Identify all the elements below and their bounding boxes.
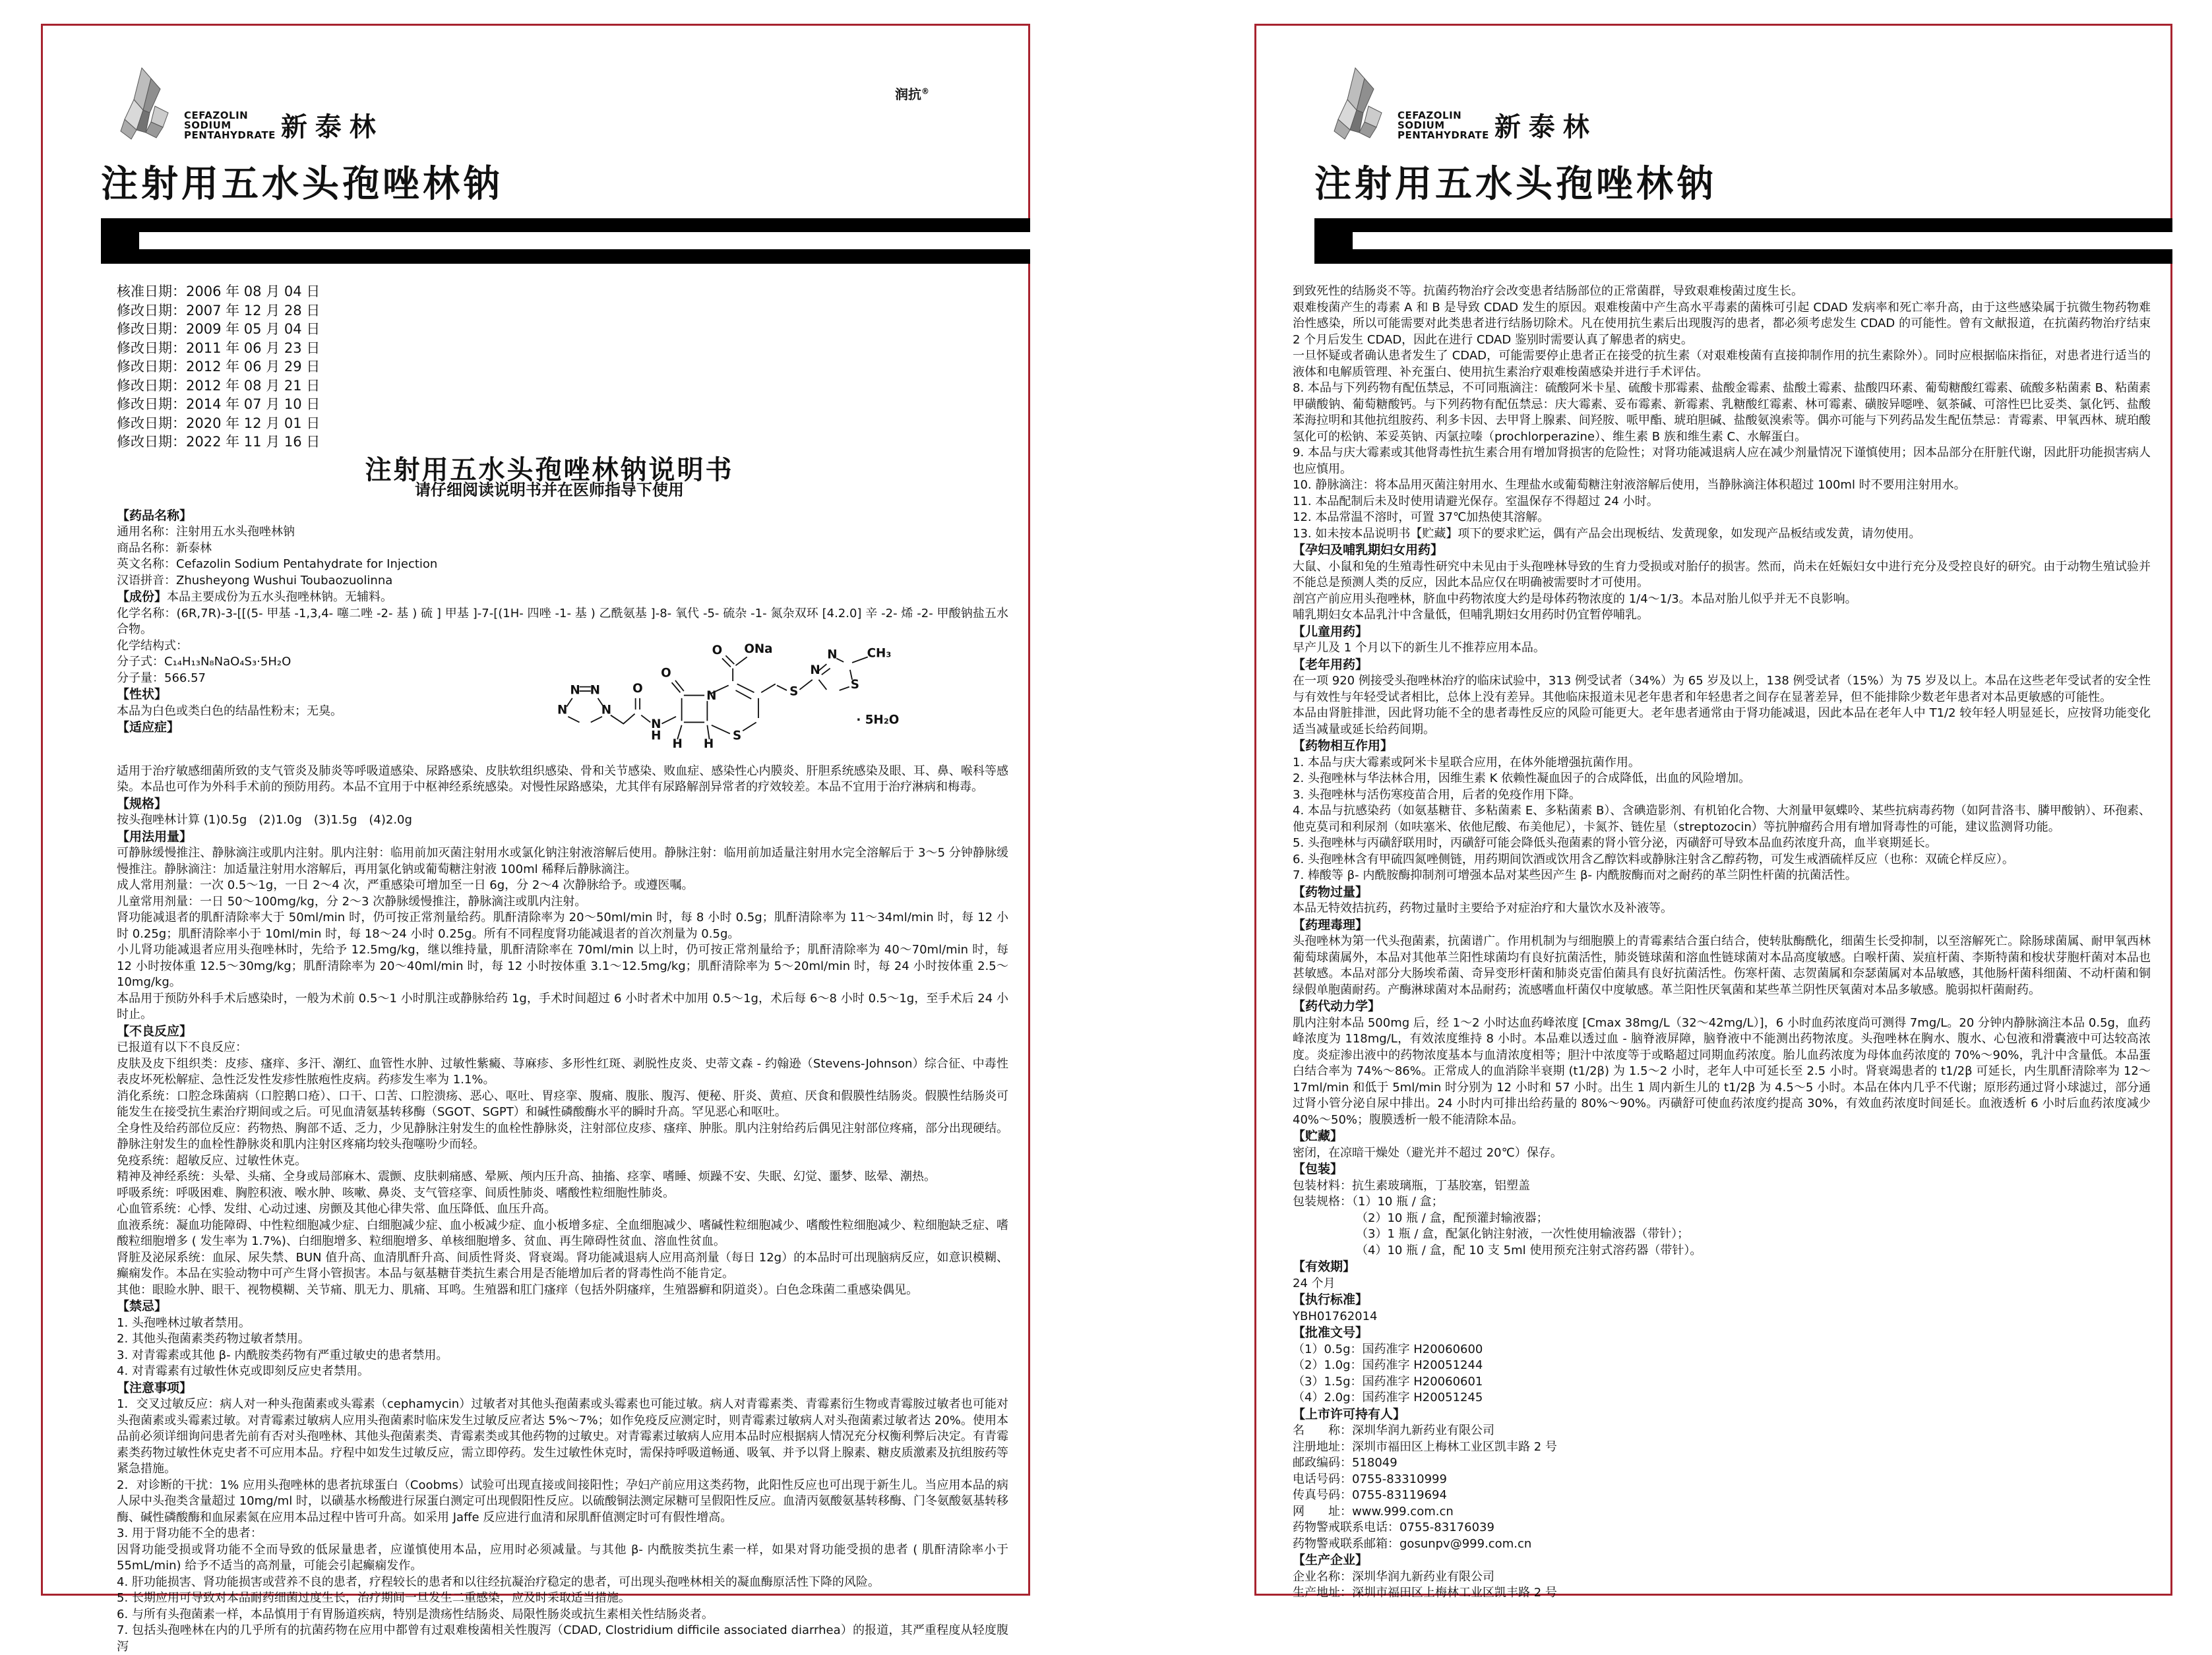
body-line: 血液系统：凝血功能障碍、中性粒细胞减少症、白细胞减少症、血小板减少症、血小板增多症、全血细胞减少、嗜碱性粒细胞减少、嗜酸性粒细胞减少、粒细胞缺乏症、嗜酸粒细胞增多 ( 发生率为 1.7%)、白细胞增多、粒细胞增多、单核细胞增多、贫血、再生障碍性贫血、溶血性贫血。 xyxy=(117,1218,1008,1250)
leaflet-page-1 xyxy=(41,24,1030,1596)
atom-label: ONa xyxy=(744,642,772,655)
date-line: 修改日期：2022 年 11 月 16 日 xyxy=(117,433,1008,452)
insert-subtitle: 请仔细阅读说明书并在医师指导下使用 xyxy=(117,482,982,498)
body-line: 通用名称：注射用五水头孢唑林钠 xyxy=(117,524,1008,541)
body-line: 10. 静脉滴注：将本品用灭菌注射用水、生理盐水或葡萄糖注射液溶解后使用，当静脉滴注体积超过 100ml 时不要用注射用水。 xyxy=(1293,477,2151,494)
body-line: 早产儿及 1 个月以下的新生儿不推荐应用本品。 xyxy=(1293,640,2151,657)
section-heading: 【贮藏】 xyxy=(1293,1128,2151,1145)
section-heading: 【药品名称】 xyxy=(117,508,1008,525)
body-line: 企业名称：深圳华润九新药业有限公司 xyxy=(1293,1569,2151,1586)
section-heading: 【用法用量】 xyxy=(117,829,1008,846)
body-line: （1）0.5g：国药准字 H20060600 xyxy=(1293,1342,2151,1358)
section-heading: 【包装】 xyxy=(1293,1161,2151,1178)
body-line: 3. 头孢唑林与活伤寒疫苗合用，后者的免疫作用下降。 xyxy=(1293,787,2151,804)
section-heading: 【禁忌】 xyxy=(117,1298,1008,1315)
body-line: 艰难梭菌产生的毒素 A 和 B 是导致 CDAD 发生的原因。艰难梭菌中产生高水平毒素的菌株可引起 CDAD 发病率和死亡率升高，由于这些感染属于抗微生物药物难治性感染，所以可能需要对此类患者进行结肠切除术。凡在使用抗生素后出现腹泻的患者，都必须考虑发生 CDAD 的可能性。曾有文献报道，在抗菌药物治疗结束 2 个月后发生 CDAD，因此在进行 CDAD 鉴别时需要认真了解患者的病史。 xyxy=(1293,300,2151,349)
atom-label: CH₃ xyxy=(867,646,892,660)
brand-cn-name: 新泰林 xyxy=(281,114,384,140)
body-line: 适用于治疗敏感细菌所致的支气管炎及肺炎等呼吸道感染、尿路感染、皮肤软组织感染、骨和关节感染、败血症、感染性心内膜炎、肝胆系统感染及眼、耳、鼻、喉科等感染。本品也可作为外科手术前的预防用药。本品不宜用于中枢神经系统感染。对慢性尿路感染，尤其伴有尿路解剖异常者的疗效较差。本品不宜用于治疗淋病和梅毒。 xyxy=(117,764,1008,796)
body-line: 包装材料：抗生素玻璃瓶，丁基胶塞，铝塑盖 xyxy=(1293,1178,2151,1195)
section-block xyxy=(117,638,527,737)
brand-cn-name: 新泰林 xyxy=(1494,114,1597,140)
atom-label: N xyxy=(557,703,567,717)
body-line: 注册地址：深圳市福田区上梅林工业区凯丰路 2 号 xyxy=(1293,1439,2151,1456)
chemical-structure xyxy=(527,636,1008,764)
body-line: 分子式：C₁₄H₁₃N₈NaO₄S₃·5H₂O xyxy=(117,654,527,671)
body-line: 分子量：566.57 xyxy=(117,671,527,687)
date-line: 修改日期：2012 年 08 月 21 日 xyxy=(117,376,1008,396)
body-line: 可静脉缓慢推注、静脉滴注或肌内注射。肌内注射：临用前加灭菌注射用水或氯化钠注射液溶解后使用。静脉注射：临用前加适量注射用水完全溶解后于 3～5 分钟静脉缓慢推注。静脉滴注：加适量注射用水溶解后，再用氯化钠或葡萄糖注射液 100ml 稀释后静脉滴注。 xyxy=(117,845,1008,878)
body-line: 本品为白色或类白色的结晶性粉末；无臭。 xyxy=(117,704,527,720)
body-line: 剖宫产前应用头孢唑林，脐血中药物浓度大约是母体药物浓度的 1/4～1/3。本品对胎儿似乎并无不良影响。 xyxy=(1293,591,2151,608)
body-line: 本品用于预防外科手术后感染时，一般为术前 0.5～1 小时肌注或静脉给药 1g，手术时间超过 6 小时者术中加用 0.5～1g，术后每 6～8 小时 0.5～1g，至手术后 24 小时止。 xyxy=(117,991,1008,1023)
body-line: （2）1.0g：国药准字 H20051244 xyxy=(1293,1358,2151,1374)
header-bars xyxy=(1314,218,2172,264)
atom-label: O xyxy=(712,644,723,657)
section-heading: 【有效期】 xyxy=(1293,1259,2151,1276)
body-line: 其他：眼睑水肿、眼干、视物模糊、关节痛、肌无力、肌痛、耳鸣。生殖器和肛门瘙痒（包括外阴瘙痒，生殖器癣和阴道炎）。白色念珠菌二重感染偶见。 xyxy=(117,1282,1008,1299)
body-line: 7. 棒酸等 β- 内酰胺酶抑制剂可增强本品对某些因产生 β- 内酰胺酶而对之耐药的革兰阴性杆菌的抗菌活性。 xyxy=(1293,868,2151,884)
atom-label: H xyxy=(651,729,661,742)
section-heading: 【性状】 xyxy=(117,686,527,704)
body-line: 肌内注射本品 500mg 后，经 1～2 小时达血药峰浓度 [Cmax 38mg/L（32～42mg/L）]，6 小时血药浓度尚可测得 7mg/L。20 分钟内静脉滴注本品 0.5g，血药峰浓度为 118mg/L，有效浓度维持 8 小时。本品难以透过血 - 脑脊液屏障，脑脊液中不能测出药物浓度。头孢唑林在胸水、腹水、心包液和滑囊液中可达较高浓度。炎症渗出液中的药物浓度基本与血清浓度相等；胆汁中浓度等于或略超过同期血药浓度。胎儿血药浓度为母体血药浓度的 70%～90%，乳汁中含量低。本品蛋白结合率为 74%～86%。正常成人的血消除半衰期 (t1/2β) 为 1.5～2 小时，老年人中可延长至 2.5 小时。肾衰竭患者的 t1/2β 可延长，内生肌酐清除率为 12～17ml/min 和低于 5ml/min 时分别为 12 小时和 57 小时。出生 1 周内新生儿的 t1/2β 为 4.5～5 小时。本品在体内几乎不代谢；原形药通过肾小球滤过，部分通过肾小管分泌自尿中排出。24 小时内可排出给药量的 80%～90%。丙磺舒可使血药浓度约提高 30%，有效血药浓度时间延长。血液透析 6 小时后血药浓度减少 40%～50%；腹膜透析一般不能清除本品。 xyxy=(1293,1015,2151,1129)
body-line: 全身性及给药部位反应：药物热、胸部不适、乏力，少见静脉注射发生的血栓性静脉炎，注射部位皮疹、瘙痒、肿胀。肌内注射给药后偶见注射部位疼痛，部分出现硬结。静脉注射发生的血栓性静脉炎和肌内注射区疼痛均较头孢噻吩少而轻。 xyxy=(117,1121,1008,1153)
body-line: 已报道有以下不良反应： xyxy=(117,1040,1008,1056)
date-line: 修改日期：2012 年 06 月 29 日 xyxy=(117,357,1008,376)
body-line: 密闭，在凉暗干燥处（避光并不超过 20℃）保存。 xyxy=(1293,1145,2151,1162)
section-heading: 【执行标准】 xyxy=(1293,1292,2151,1309)
body-line: 本品无特效拮抗药，药物过量时主要给予对症治疗和大量饮水及补液等。 xyxy=(1293,901,2151,917)
body-line: 2. 头孢唑林与华法林合用，因维生素 K 依赖性凝血因子的合成降低，出血的风险增加。 xyxy=(1293,771,2151,787)
body-line: 英文名称：Cefazolin Sodium Pentahydrate for Injection xyxy=(117,557,1008,573)
body-line: 包装规格：（1）10 瓶 / 盒； xyxy=(1293,1194,2151,1211)
brand-en-name xyxy=(1398,111,1489,140)
crystal-logo-icon xyxy=(117,67,177,140)
structure-row xyxy=(117,638,1008,764)
body-line: 网 址：www.999.com.cn xyxy=(1293,1504,2151,1520)
atom-label: H xyxy=(672,737,682,751)
atom-label: N xyxy=(570,683,580,697)
body-line: 在一项 920 例接受头孢唑林治疗的临床试验中，313 例受试者（34%）为 65 岁及以上，138 例受试者（15%）为 75 岁及以上。本品在这些老年受试者的安全性与有效性与年轻受试者相比，总体上没有差异。其他临床报道未见老年患者和年轻患者之间存在显著差异，但不能排除少数老年患者对本品更敏感的可能性。 xyxy=(1293,673,2151,706)
date-line: 修改日期：2009 年 05 月 04 日 xyxy=(117,320,1008,339)
atom-label: S xyxy=(733,729,741,742)
header-bar-bottom xyxy=(101,249,1030,264)
page-header xyxy=(1256,26,2170,264)
section-heading: 【上市许可持有人】 xyxy=(1293,1406,2151,1424)
body-line: 名 称：深圳华润九新药业有限公司 xyxy=(1293,1423,2151,1439)
section-block xyxy=(117,764,1008,1655)
body-line: 24 个月 xyxy=(1293,1276,2151,1292)
body-line: 商品名称：新泰林 xyxy=(117,541,1008,557)
date-line: 核准日期：2006 年 08 月 04 日 xyxy=(117,282,1008,301)
section-heading: 【规格】 xyxy=(117,796,1008,813)
product-title: 注射用五水头孢唑林钠 xyxy=(1314,155,2170,208)
atom-label: O xyxy=(632,682,643,696)
header-bar-middle xyxy=(1314,232,2172,249)
body-line: 大鼠、小鼠和兔的生殖毒性研究中未见由于头孢唑林导致的生育力受损或对胎仔的损害。然而，尚未在妊娠妇女中进行充分及受控良好的研究。由于动物生殖试验并不能总是预测人类的反应，因此本品应仅在明确被需要时才可使用。 xyxy=(1293,559,2151,591)
body-line: 2. 其他头孢菌素类药物过敏者禁用。 xyxy=(117,1331,1008,1348)
body-line: 邮政编码：518049 xyxy=(1293,1455,2151,1472)
body-line: 6. 与所有头孢菌素一样，本品慎用于有胃肠道疾病，特别是溃疡性结肠炎、局限性肠炎或抗生素相关性结肠炎者。 xyxy=(117,1607,1008,1623)
body-line: 本品由肾脏排泄，因此肾功能不全的患者毒性反应的风险可能更大。老年患者通常由于肾功能减退，因此本品在老年人中 T1/2 较年轻人明显延长，应按肾功能变化适当减量或延长给药间期。 xyxy=(1293,706,2151,738)
body-line: 肾脏及泌尿系统：血尿、尿失禁、BUN 值升高、血清肌酐升高、间质性肾炎、肾衰竭。肾功能减退病人应用高剂量（每日 12g）的本品时可出现脑病反应，如意识模糊、癫痫发作。本品在实验动物中可产生肾小管损害。本品与氨基糖苷类抗生素合用是否能增加后者的肾毒性尚不能肯定。 xyxy=(117,1250,1008,1282)
section-heading: 【不良反应】 xyxy=(117,1023,1008,1040)
insert-title: 注射用五水头孢唑林钠说明书 xyxy=(117,462,982,479)
section-heading: 【生产企业】 xyxy=(1293,1552,2151,1569)
brand-en-line: SODIUM xyxy=(184,121,276,131)
body-line: 儿童常用剂量：一日 50～100mg/kg，分 2～3 次静脉缓慢推注，静脉滴注或肌内注射。 xyxy=(117,894,1008,911)
brand-en-name xyxy=(184,111,276,140)
header-bar-bottom xyxy=(1314,249,2172,264)
body-line: 3. 用于肾功能不全的患者： xyxy=(117,1526,1008,1542)
body-line: 12. 本品常温不溶时，可置 37℃加热使其溶解。 xyxy=(1293,510,2151,526)
trademark-label: 润抗® xyxy=(895,84,929,103)
atom-label: S xyxy=(789,684,798,698)
body-line: 皮肤及皮下组织类：皮疹、瘙痒、多汗、潮红、血管性水肿、过敏性紫癜、荨麻疹、多形性红斑、剥脱性皮炎、史蒂文森 - 约翰逊（Stevens-Johnson）综合征、中毒性表皮坏死松解症、急性泛发性发疹性脓疱性皮病。药疹发生率为 1.1%。 xyxy=(117,1056,1008,1089)
body-line: （4）2.0g：国药准字 H20051245 xyxy=(1293,1390,2151,1406)
body-line: 电话号码：0755-83310999 xyxy=(1293,1472,2151,1488)
section-heading: 【药物过量】 xyxy=(1293,884,2151,901)
body-line: 5. 头孢唑林与丙磺舒联用时，丙磺舒可能会降低头孢菌素的肾小管分泌，丙磺舒可导致本品血药浓度升高，血半衰期延长。 xyxy=(1293,835,2151,852)
body-line: （3）1.5g：国药准字 H20060601 xyxy=(1293,1374,2151,1391)
page-header xyxy=(43,26,1028,264)
body-line: 【成份】本品主要成份为五水头孢唑林钠。无辅料。 xyxy=(117,589,1008,606)
body-line: 药物警戒联系邮箱：gosunpv@999.com.cn xyxy=(1293,1536,2151,1553)
body-line: 小儿肾功能减退者应用头孢唑林时，先给予 12.5mg/kg，继以维持量，肌酐清除率在 70ml/min 以上时，仍可按正常剂量给予；肌酐清除率为 40～70ml/min 时，每 12 小时按体重 12.5～30mg/kg；肌酐清除率为 20～40ml/min 时，每 12 小时按体重 3.1～12.5mg/kg；肌酐清除率为 5～20ml/min 时，每 24 小时按体重 2.5～10mg/kg。 xyxy=(117,942,1008,991)
body-line: （4）10 瓶 / 盒，配 10 支 5ml 使用预充注射式溶药器（带针）。 xyxy=(1293,1243,2151,1259)
atom-label: · 5H₂O xyxy=(856,713,899,727)
atom-label: N xyxy=(651,717,661,731)
body-line: 化学名称：(6R,7R)-3-[[(5- 甲基 -1,3,4- 噻二唑 -2- 基 ) 硫 ] 甲基 ]-7-[(1H- 四唑 -1- 基 ) 乙酰氨基 ]-8- 氧代 -5- 硫杂 -1- 氮杂双环 [4.2.0] 辛 -2- 烯 -2- 甲酸钠盐五水合物。 xyxy=(117,606,1008,638)
body-line: 呼吸系统：呼吸困难、胸腔积液、喉水肿、咳嗽、鼻炎、支气管痉挛、间质性肺炎、嗜酸性粒细胞性肺炎。 xyxy=(117,1186,1008,1202)
body-line: 1. 头孢唑林过敏者禁用。 xyxy=(117,1315,1008,1332)
body-line: 3. 对青霉素或其他 β- 内酰胺类药物有严重过敏史的患者禁用。 xyxy=(117,1348,1008,1364)
body-line: 9. 本品与庆大霉素或其他肾毒性抗生素合用有增加肾损害的危险性；对肾功能减退病人应在减少剂量情况下谨慎使用；因本品部分在肝脏代谢，因此肝功能损害病人也应慎用。 xyxy=(1293,445,2151,477)
header-bar-top xyxy=(101,218,1030,232)
section-heading: 【孕妇及哺乳期妇女用药】 xyxy=(1293,542,2151,559)
brand-en-line: PENTAHYDRATE xyxy=(184,131,276,140)
body-line: 因肾功能受损或肾功能不全而导致的低尿量患者，应谨慎使用本品，应用时必须减量。与其他 β- 内酰胺类抗生素一样，如果对肾功能受损的患者 ( 肌酐清除率小于 55mL/min) 给予不适当的高剂量，可能会引起癫痫发作。 xyxy=(117,1542,1008,1575)
body-line: 生产地址：深圳市福田区上梅林工业区凯丰路 2 号 xyxy=(1293,1585,2151,1602)
section-heading: 【药物相互作用】 xyxy=(1293,738,2151,755)
body-line: 6. 头孢唑林含有甲硫四氮唑侧链，用药期间饮酒或饮用含乙醇饮料或静脉注射含乙醇药物，可发生戒酒硫样反应（也称：双硫仑样反应）。 xyxy=(1293,852,2151,868)
body-line: 精神及神经系统：头晕、头痛、全身或局部麻木、震颤、皮肤刺痛感、晕厥、颅内压升高、抽搐、痉挛、嗜睡、烦躁不安、失眠、幻觉、噩梦、眩晕、潮热。 xyxy=(117,1169,1008,1186)
brand-en-line: PENTAHYDRATE xyxy=(1398,131,1489,140)
body-line: 化学结构式： xyxy=(117,638,527,655)
body-line: 11. 本品配制后未及时使用请避光保存。室温保存不得超过 24 小时。 xyxy=(1293,494,2151,510)
body-line: 免疫系统：超敏反应、过敏性休克。 xyxy=(117,1153,1008,1170)
body-line: 心血管系统：心悸、发绀、心动过速、房颤及其他心律失常、血压降低、血压升高。 xyxy=(117,1201,1008,1218)
body-line: 哺乳期妇女本品乳汁中含量低，但哺乳期妇女用药时仍宜暂停哺乳。 xyxy=(1293,607,2151,624)
body-line: 8. 本品与下列药物有配伍禁忌，不可同瓶滴注：硫酸阿米卡星、硫酸卡那霉素、盐酸金霉素、盐酸土霉素、盐酸四环素、葡萄糖酸红霉素、硫酸多粘菌素 B、粘菌素甲磺酸钠、葡萄糖酸钙。与下列药物有配伍禁忌：庆大霉素、妥布霉素、新霉素、乳糖酸红霉素、林可霉素、磺胺异噁唑、氨茶碱、可溶性巴比妥类、氯化钙、盐酸苯海拉明和其他抗组胺药、利多卡因、去甲肾上腺素、间羟胺、哌甲酯、琥珀胆碱、盐酸氨溴索等。偶亦可能与下列药品发生配伍禁忌：青霉素、甲氧西林、琥珀酸氢化可的松钠、苯妥英钠、丙氯拉嗪（prochlorperazine）、维生素 B 族和维生素 C、水解蛋白。 xyxy=(1293,380,2151,445)
brand-en-line: CEFAZOLIN xyxy=(184,111,276,121)
body-line: 4. 对青霉素有过敏性休克或即刻反应史者禁用。 xyxy=(117,1364,1008,1380)
crystal-logo-icon xyxy=(1330,67,1391,140)
header-bar-middle xyxy=(101,232,1030,249)
atom-label: S xyxy=(851,677,859,691)
body-line: 传真号码：0755-83119694 xyxy=(1293,1488,2151,1504)
body-line: YBH01762014 xyxy=(1293,1309,2151,1325)
brand-logo xyxy=(1314,67,2170,140)
body-line: 消化系统：口腔念珠菌病（口腔鹅口疮）、口干、口苦、口腔溃疡、恶心、呕吐、胃痉挛、腹痛、腹胀、腹泻、便秘、肝炎、黄疸、厌食和假膜性结肠炎。假膜性结肠炎可能发生在接受抗生素治疗期间或之后。可见血清氨基转移酶（SGOT、SGPT）和碱性磷酸酶水平的瞬时升高。罕见恶心和呕吐。 xyxy=(117,1089,1008,1121)
registered-mark: ® xyxy=(921,86,929,96)
brand-en-line: CEFAZOLIN xyxy=(1398,111,1489,121)
atom-label: N xyxy=(590,683,599,697)
atom-label: N xyxy=(601,703,611,717)
body-line: 4. 肝功能损害、肾功能损害或营养不良的患者，疗程较长的患者和以往经抗凝治疗稳定的患者，可出现头孢唑林相关的凝血酶原活性下降的风险。 xyxy=(117,1575,1008,1591)
chemical-structure-drawing xyxy=(547,636,916,764)
body-line: 1. 本品与庆大霉素或阿米卡星联合应用，在体外能增强抗菌作用。 xyxy=(1293,755,2151,771)
section-heading: 【批准文号】 xyxy=(1293,1325,2151,1342)
body-line: 4. 本品与抗感染药（如氨基糖苷、多粘菌素 E、多粘菌素 B）、含碘造影剂、有机铂化合物、大剂量甲氨蝶呤、某些抗病毒药物（如阿昔洛韦、膦甲酸钠）、环孢素、他克莫司和利尿剂（如呋塞米、依他尼酸、布美他尼），卡氮芥、链佐星（streptozocin）等抗肿瘤药合用有增加肾毒性的可能，建议监测肾功能。 xyxy=(1293,803,2151,835)
body-line: 头孢唑林为第一代头孢菌素，抗菌谱广。作用机制为与细胞膜上的青霉素结合蛋白结合，使转肽酶酰化，细菌生长受抑制，以至溶解死亡。除肠球菌属、耐甲氧西林葡萄球菌属外，本品对其他革兰阳性球菌均有良好抗菌活性，肺炎链球菌和溶血性链球菌对本品高度敏感。白喉杆菌、炭疽杆菌、李斯特菌和梭状芽胞杆菌对本品也甚敏感。本品对部分大肠埃希菌、奇异变形杆菌和肺炎克雷伯菌具有良好抗菌活性。伤寒杆菌、志贺菌属和奈瑟菌属对本品敏感，其他肠杆菌科细菌、不动杆菌和铜绿假单胞菌耐药。产酶淋球菌对本品耐药；流感嗜血杆菌仅中度敏感。革兰阳性厌氧菌和某些革兰阴性厌氧菌对本品多敏感。脆弱拟杆菌耐药。 xyxy=(1293,934,2151,998)
date-line: 修改日期：2014 年 07 月 10 日 xyxy=(117,395,1008,414)
body-line: 汉语拼音：Zhusheyong Wushui Toubaozuolinna xyxy=(117,573,1008,589)
atom-label: N xyxy=(827,647,837,661)
page-content xyxy=(43,264,1028,1655)
date-line: 修改日期：2011 年 06 月 23 日 xyxy=(117,339,1008,358)
section-heading: 【注意事项】 xyxy=(117,1380,1008,1397)
section-block xyxy=(117,508,1008,638)
brand-logo xyxy=(101,67,1028,140)
body-line: 肾功能减退者的肌酐清除率大于 50ml/min 时，仍可按正常剂量给药。肌酐清除率为 20～50ml/min 时，每 8 小时 0.5g；肌酐清除率为 11～34ml/min 时，每 12 小时 0.25g；肌酐清除率小于 10ml/min 时，每 18～24 小时 0.25g。所有不同程度肾功能减退者的首次剂量为 0.5g。 xyxy=(117,910,1008,942)
body-line: 到致死性的结肠炎不等。抗菌药物治疗会改变患者结肠部位的正常菌群，导致艰难梭菌过度生长。 xyxy=(1293,284,2151,300)
section-heading: 【药代动力学】 xyxy=(1293,998,2151,1015)
approval-dates xyxy=(117,282,1008,452)
date-line: 修改日期：2007 年 12 月 28 日 xyxy=(117,301,1008,320)
body-line: 按头孢唑林计算 (1)0.5g (2)1.0g (3)1.5g (4)2.0g xyxy=(117,812,1008,829)
section-heading: 【适应症】 xyxy=(117,719,527,737)
atom-label: N xyxy=(706,689,716,703)
body-line: （2）10 瓶 / 盒，配预灌封输液器； xyxy=(1293,1211,2151,1227)
body-line: 一旦怀疑或者确认患者发生了 CDAD，可能需要停止患者正在接受的抗生素（对艰难梭菌有直接抑制作用的抗生素除外）。同时应根据临床指征，对患者进行适当的液体和电解质管理、补充蛋白、使用抗生素治疗艰难梭菌感染并进行手术评估。 xyxy=(1293,348,2151,380)
atom-label: H xyxy=(704,737,714,751)
body-line: 5. 长期应用可导致对本品耐药细菌过度生长，治疗期间一旦发生二重感染，应及时采取适当措施。 xyxy=(117,1590,1008,1607)
section-heading: 【老年用药】 xyxy=(1293,657,2151,674)
body-line: 药物警戒联系电话：0755-83176039 xyxy=(1293,1520,2151,1536)
body-line: 13. 如未按本品说明书【贮藏】项下的要求贮运，偶有产品会出现板结、发黄现象，如发现产品板结或发黄，请勿使用。 xyxy=(1293,526,2151,543)
leaflet-page-2 xyxy=(1254,24,2172,1596)
body-line: 7. 包括头孢唑林在内的几乎所有的抗菌药物在应用中都曾有过艰难梭菌相关性腹泻（CDAD, Clostridium difficile associated diarrhea）的报道，其严重程度从轻度腹泻 xyxy=(117,1623,1008,1655)
body-line: 2．对诊断的干扰：1% 应用头孢唑林的患者抗球蛋白（Coobms）试验可出现直接或间接阳性；孕妇产前应用这类药物，此阳性反应也可出现于新生儿。当应用本品的病人尿中头孢类含量超过 10mg/ml 时，以磺基水杨酸进行尿蛋白测定可出现假阳性反应。以硫酸铜法测定尿糖可呈假阳性反应。血清丙氨酸氨基转移酶、门冬氨酸氨基转移酶、碱性磷酸酶和血尿素氮在应用本品过程中皆可升高。如采用 Jaffe 反应进行血清和尿肌酐值测定时可有假性增高。 xyxy=(117,1478,1008,1526)
header-bars xyxy=(101,218,1030,264)
product-title: 注射用五水头孢唑林钠 xyxy=(101,155,1028,208)
brand-en-line: SODIUM xyxy=(1398,121,1489,131)
atom-label: O xyxy=(661,666,671,680)
date-line: 修改日期：2020 年 12 月 01 日 xyxy=(117,414,1008,433)
page-content xyxy=(1256,264,2170,1602)
atom-label: N xyxy=(810,663,820,677)
body-line: 成人常用剂量：一次 0.5～1g，一日 2～4 次，严重感染可增加至一日 6g，分 2～4 次静脉给予。或遵医嘱。 xyxy=(117,878,1008,894)
body-line: 1．交叉过敏反应：病人对一种头孢菌素或头霉素（cephamycin）过敏者对其他头孢菌素或头霉素也可能过敏。病人对青霉素类、青霉素衍生物或青霉胺过敏者也可能对头孢菌素或头霉素过敏。对青霉素过敏病人应用头孢菌素时临床发生过敏反应者达 5%～7%；如作免疫反应测定时，则青霉素过敏病人对头孢菌素过敏者达 20%。使用本品前必须详细询问患者先前有否对头孢唑林、其他头孢菌素类、青霉素类或其他药物的过敏史。对青霉素过敏病人应用本品时应根据病人情况充分权衡利弊后决定。有青霉素类药物过敏性休克史者不可应用本品。疗程中如发生过敏反应，需立即停药。发生过敏性休克时，需保持呼吸道畅通、吸氧、并予以肾上腺素、糖皮质激素及抗组胺药等紧急措施。 xyxy=(117,1397,1008,1478)
section-heading: 【儿童用药】 xyxy=(1293,624,2151,641)
header-bar-top xyxy=(1314,218,2172,232)
section-heading: 【药理毒理】 xyxy=(1293,917,2151,934)
body-line: （3）1 瓶 / 盒，配氯化钠注射液，一次性使用输液器（带针）； xyxy=(1293,1226,2151,1243)
section-block xyxy=(1293,284,2151,1602)
